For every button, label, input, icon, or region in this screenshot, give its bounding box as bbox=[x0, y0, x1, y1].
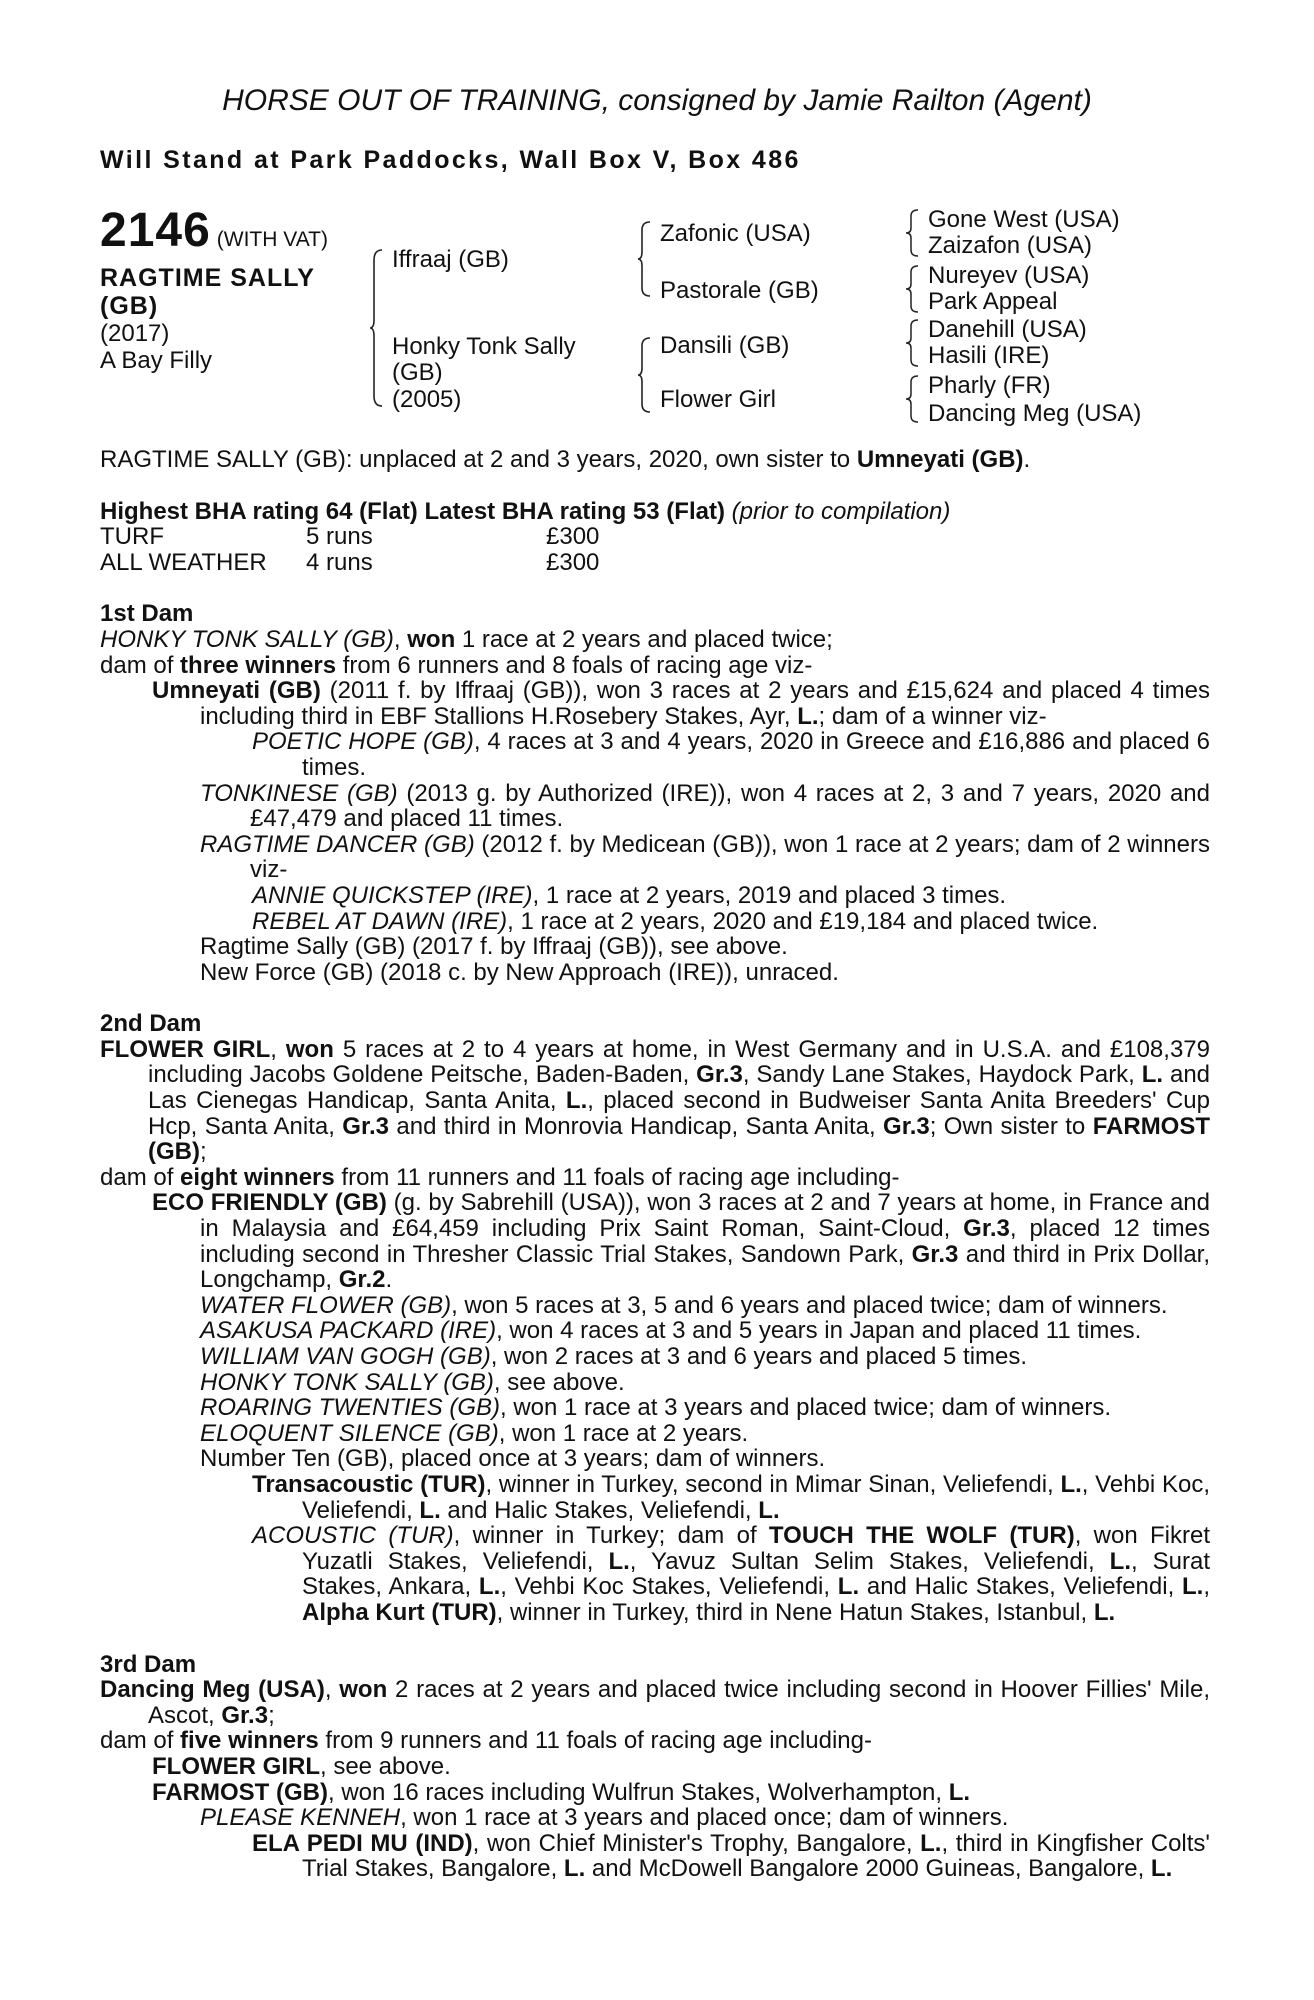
produce-acoustic: ACOUSTIC (TUR), winner in Turkey; dam of TOUCH THE WOLF (TUR), won Fikret Yuzatli Stakes, Veliefendi, L., Yavuz Sultan Selim Stakes, Veliefendi, L., Surat Stakes, Ankara, L., Vehbi Koc Stakes, Veliefendi, L. and Halic Stakes, Veliefendi, L., Alpha Kurt (TUR), winner in Turkey, third in Nene Hatun Stakes, Istanbul, L. bbox=[252, 1522, 1210, 1626]
summary-sibling: Umneyati (GB) bbox=[856, 446, 1024, 473]
vat-note: (WITH VAT) bbox=[216, 228, 328, 251]
pedigree-brace-g2 bbox=[906, 264, 920, 314]
pedigree-dam-dam: Flower Girl bbox=[660, 386, 777, 413]
produce-new-force: New Force (GB) (2018 c. by New Approach (IRE)), unraced. bbox=[200, 958, 839, 986]
produce-honky-tonk-sally: HONKY TONK SALLY (GB), see above. bbox=[200, 1368, 625, 1396]
pedigree-g4: Park Appeal bbox=[928, 288, 1058, 315]
produce-ragtime-dancer: RAGTIME DANCER (GB) (2012 f. by Medicean (GB)), won 1 race at 2 years; dam of 2 winners viz- bbox=[200, 830, 1210, 884]
second-dam-produce: dam of eight winners from 11 runners and 11 foals of racing age including- bbox=[100, 1163, 900, 1191]
second-dam-heading: 2nd Dam bbox=[100, 1010, 202, 1038]
pedigree-dam-line2: (GB) bbox=[392, 359, 443, 386]
pedigree-sire: Iffraaj (GB) bbox=[392, 246, 509, 273]
first-dam-produce: dam of three winners from 6 runners and 8 foals of racing age viz- bbox=[100, 651, 813, 679]
third-dam-dancing-meg: Dancing Meg (USA), won 2 races at 2 years and placed twice including second in Hoover Fillies' Mile, Ascot, Gr.3; bbox=[100, 1676, 1210, 1729]
produce-roaring-twenties: ROARING TWENTIES (GB), won 1 race at 3 years and placed twice; dam of winners. bbox=[200, 1394, 1111, 1422]
pedigree-g2: Zaizafon (USA) bbox=[928, 232, 1093, 259]
horse-name-line2: (GB) bbox=[100, 292, 159, 320]
summary-line: RAGTIME SALLY (GB): unplaced at 2 and 3 years, 2020, own sister to Umneyati (GB). bbox=[100, 446, 1031, 473]
pedigree-dam-line3: (2005) bbox=[392, 386, 462, 413]
lot-block bbox=[100, 204, 360, 374]
produce-tonkinese: TONKINESE (GB) (2013 g. by Authorized (IRE)), won 4 races at 2, 3 and 7 years, 2020 and £47,479 and placed 11 times. bbox=[200, 779, 1210, 833]
pedigree-brace-g4 bbox=[906, 374, 920, 424]
stats-all-weather: ALL WEATHER 4 runs £300 bbox=[100, 548, 600, 576]
horse-name bbox=[100, 264, 360, 320]
produce-ela-pedi-mu: ELA PEDI MU (IND), won Chief Minister's Trophy, Bangalore, L., third in Kingfisher Colts' Trial Stakes, Bangalore, L. and McDowell Bangalore 2000 Guineas, Bangalore, L. bbox=[252, 1829, 1210, 1883]
lot-number: 2146 bbox=[100, 204, 211, 257]
pedigree-brace-sire-parents bbox=[638, 220, 652, 298]
third-dam-heading: 3rd Dam bbox=[100, 1650, 197, 1678]
pedigree-g7: Pharly (FR) bbox=[928, 372, 1051, 399]
horse-description: A Bay Filly bbox=[100, 347, 213, 374]
produce-transacoustic: Transacoustic (TUR), winner in Turkey, second in Mimar Sinan, Veliefendi, L., Vehbi Koc, Veliefendi, L. and Halic Stakes, Veliefendi, L. bbox=[252, 1470, 1210, 1524]
stats-turf: TURF 5 runs £300 bbox=[100, 523, 600, 551]
produce-number-ten: Number Ten (GB), placed once at 3 years; dam of winners. bbox=[200, 1445, 826, 1473]
pedigree-sire-sire: Zafonic (USA) bbox=[660, 220, 811, 247]
pedigree-brace-g3 bbox=[906, 318, 920, 368]
pedigree-sire-dam: Pastorale (GB) bbox=[660, 277, 819, 304]
produce-annie-quickstep: ANNIE QUICKSTEP (IRE), 1 race at 2 years, 2019 and placed 3 times. bbox=[252, 881, 1007, 909]
produce-please-kenneh: PLEASE KENNEH, won 1 race at 3 years and placed once; dam of winners. bbox=[200, 1804, 1009, 1832]
page-heading: HORSE OUT OF TRAINING, consigned by Jamie Railton (Agent) bbox=[222, 84, 1092, 117]
produce-water-flower: WATER FLOWER (GB), won 5 races at 3, 5 and 6 years and placed twice; dam of winners. bbox=[200, 1291, 1168, 1319]
pedigree-g1: Gone West (USA) bbox=[928, 206, 1120, 233]
pedigree-dam-line1: Honky Tonk Sally bbox=[392, 333, 576, 360]
horse-year: (2017) bbox=[100, 320, 170, 347]
produce-flower-girl: FLOWER GIRL, see above. bbox=[152, 1752, 451, 1780]
produce-farmost: FARMOST (GB), won 16 races including Wulfrun Stakes, Wolverhampton, L. bbox=[152, 1778, 971, 1806]
first-dam-heading: 1st Dam bbox=[100, 600, 194, 628]
third-dam-produce: dam of five winners from 9 runners and 11 foals of racing age including- bbox=[100, 1727, 872, 1755]
horse-name-line1: RAGTIME SALLY bbox=[100, 264, 315, 292]
produce-william-van-gogh: WILLIAM VAN GOGH (GB), won 2 races at 3 and 6 years and placed 5 times. bbox=[200, 1343, 1028, 1370]
pedigree-brace-dam-parents bbox=[638, 336, 652, 414]
produce-rebel-at-dawn: REBEL AT DAWN (IRE), 1 race at 2 years, 2020 and £19,184 and placed twice. bbox=[252, 907, 1099, 935]
pedigree-g8: Dancing Meg (USA) bbox=[928, 400, 1142, 427]
stand-location: Will Stand at Park Paddocks, Wall Box V, Box 486 bbox=[100, 146, 801, 174]
produce-asakusa-packard: ASAKUSA PACKARD (IRE), won 4 races at 3 and 5 years in Japan and placed 11 times. bbox=[200, 1317, 1142, 1345]
ratings-line bbox=[100, 499, 1210, 525]
pedigree-g6: Hasili (IRE) bbox=[928, 342, 1050, 369]
produce-umneyati: Umneyati (GB) (2011 f. by Iffraaj (GB)), won 3 races at 2 years and £15,624 and placed 4 times including third in EBF Stallions H.Rosebery Stakes, Ayr, L.; dam of a winner viz- bbox=[152, 677, 1210, 730]
ratings-note: (prior to compilation) bbox=[731, 497, 951, 525]
produce-ragtime-sally: Ragtime Sally (GB) (2017 f. by Iffraaj (GB)), see above. bbox=[200, 933, 788, 961]
produce-poetic-hope: POETIC HOPE (GB), 4 races at 3 and 4 years, 2020 in Greece and £16,886 and placed 6 times. bbox=[252, 728, 1210, 781]
first-dam-line: HONKY TONK SALLY (GB), won 1 race at 2 years and placed twice; bbox=[100, 625, 833, 653]
produce-eloquent-silence: ELOQUENT SILENCE (GB), won 1 race at 2 years. bbox=[200, 1419, 749, 1447]
produce-eco-friendly: ECO FRIENDLY (GB) (g. by Sabrehill (USA)), won 3 races at 2 and 7 years at home, in France and in Malaysia and £64,459 including Prix Saint Roman, Saint-Cloud, Gr.3, placed 12 times including second in Thresher Classic Trial Stakes, Sandown Park, Gr.3 and third in Prix Dollar, Longchamp, Gr.2. bbox=[152, 1189, 1211, 1294]
second-dam-flower-girl: FLOWER GIRL, won 5 races at 2 to 4 years at home, in West Germany and in U.S.A. and £108,379 including Jacobs Goldene Peitsche, Baden-Baden, Gr.3, Sandy Lane Stakes, Haydock Park, L. and Las Cienegas Handicap, Santa Anita, L., placed second in Budweiser Santa Anita Breeders' Cup Hcp, Santa Anita, Gr.3 and third in Monrovia Handicap, Santa Anita, Gr.3; Own sister to FARMOST (GB); bbox=[100, 1035, 1211, 1166]
ratings-bold: Highest BHA rating 64 (Flat) Latest BHA rating 53 (Flat) bbox=[100, 497, 725, 525]
pedigree-brace-g1 bbox=[906, 208, 920, 258]
pedigree-g3: Nureyev (USA) bbox=[928, 262, 1090, 289]
pedigree-brace-sire-dam bbox=[370, 248, 384, 408]
pedigree-dam-sire: Dansili (GB) bbox=[660, 332, 790, 359]
catalogue-body bbox=[100, 447, 1210, 1882]
pedigree-g5: Danehill (USA) bbox=[928, 316, 1087, 343]
